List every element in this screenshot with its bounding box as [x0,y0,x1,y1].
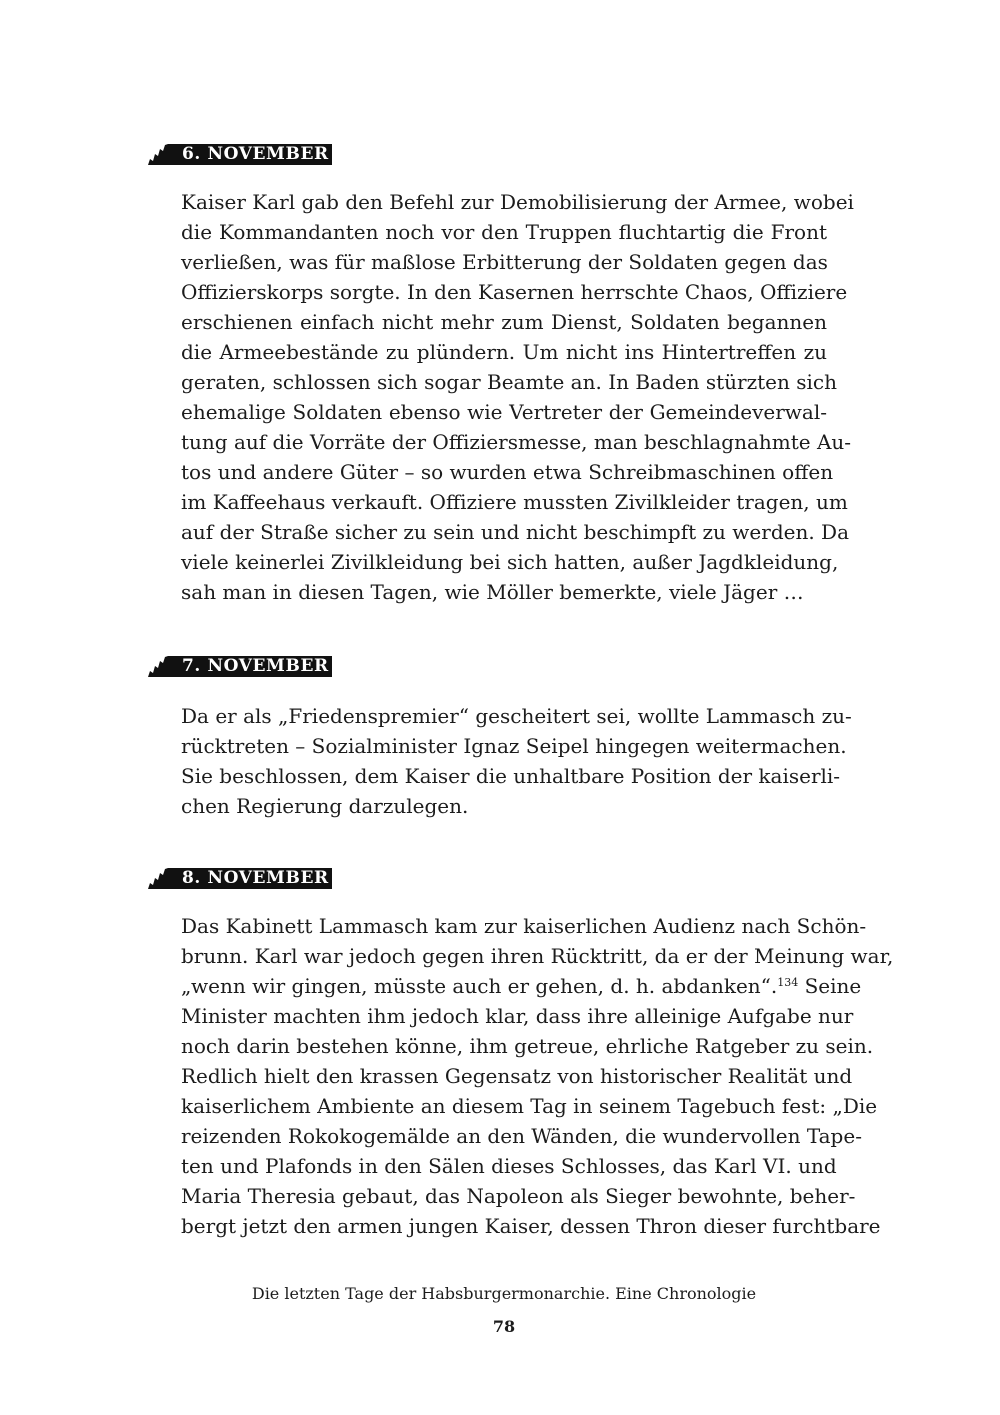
text-line: brunn. Karl war jedoch gegen ihren Rücktritt, da er der Meinung war, [181,944,894,968]
text-line: die Kommandanten noch vor den Truppen fluchtartig die Front [181,220,827,244]
text-line: tos und andere Güter – so wurden etwa Schreibmaschinen offen [181,460,834,484]
text-line: bergt jetzt den armen jungen Kaiser, dessen Thron dieser furchtbare [181,1214,881,1238]
text-line: auf der Straße sicher zu sein und nicht beschimpft zu werden. Da [181,520,850,544]
text-line-with-footnote [181,971,862,1001]
text-line: sah man in diesen Tagen, wie Möller bemerkte, viele Jäger … [181,580,804,604]
text-line: die Armeebestände zu plündern. Um nicht ins Hintertreffen zu [181,340,827,364]
text-line: Minister machten ihm jedoch klar, dass ihre alleinige Aufgabe nur [181,1004,854,1028]
text-line: kaiserlichem Ambiente an diesem Tag in seinem Tagebuch fest: „Die [181,1094,878,1118]
running-footer-title: Die letzten Tage der Habsburgermonarchie. Eine Chronologie [251,1284,757,1303]
date-text: 7. NOVEMBER [182,656,329,676]
date-label [146,867,332,890]
text-line: Offizierskorps sorgte. In den Kasernen herrschte Chaos, Offiziere [181,280,848,304]
text-line: verließen, was für maßlose Erbitterung der Soldaten gegen das [181,250,828,274]
text-line: rücktreten – Sozialminister Ignaz Seipel hingegen weitermachen. [181,734,847,758]
text-line: Kaiser Karl gab den Befehl zur Demobilisierung der Armee, wobei [181,190,854,214]
date-text: 6. NOVEMBER [182,144,329,164]
text-line: Maria Theresia gebaut, das Napoleon als Sieger bewohnte, beher- [181,1184,856,1208]
text-line: geraten, schlossen sich sogar Beamte an. In Baden stürzten sich [181,370,837,394]
text-line: reizenden Rokokogemälde an den Wänden, die wundervollen Tape- [181,1124,862,1148]
paragraph [181,701,852,821]
text-line: erschienen einfach nicht mehr zum Dienst, Soldaten begannen [181,310,827,334]
text-line: ten und Plafonds in den Sälen dieses Schlosses, das Karl VI. und [181,1154,837,1178]
text-line: chen Regierung darzulegen. [181,794,469,818]
text-line: noch darin bestehen könne, ihm getreue, ehrliche Ratgeber zu sein. [181,1034,874,1058]
continuation-text: Seine [798,974,862,998]
text-line: Das Kabinett Lammasch kam zur kaiserlichen Audienz nach Schön- [181,914,867,938]
date-label [146,655,332,678]
text-line: Redlich hielt den krassen Gegensatz von historischer Realität und [181,1064,853,1088]
page-number: 78 [492,1317,516,1336]
date-text: 8. NOVEMBER [182,868,329,888]
text-line: Da er als „Friedenspremier“ gescheitert sei, wollte Lammasch zu- [181,704,852,728]
text-line: ehemalige Soldaten ebenso wie Vertreter der Gemeindeverwal- [181,400,827,424]
date-label [146,143,332,166]
paragraph [181,187,854,607]
footnote-reference[interactable]: 134 [777,976,799,989]
text-line: im Kaffeehaus verkauft. Offiziere mussten Zivilkleider tragen, um [181,490,848,514]
text-line: viele keinerlei Zivilkleidung bei sich hatten, außer Jagdkleidung, [181,550,839,574]
text-line: tung auf die Vorräte der Offiziersmesse, man beschlagnahmte Au- [181,430,852,454]
quote-text: „wenn wir gingen, müsste auch er gehen, d. h. abdanken“. [181,974,778,998]
paragraph [181,911,894,1241]
text-line: Sie beschlossen, dem Kaiser die unhaltbare Position der kaiserli- [181,764,841,788]
